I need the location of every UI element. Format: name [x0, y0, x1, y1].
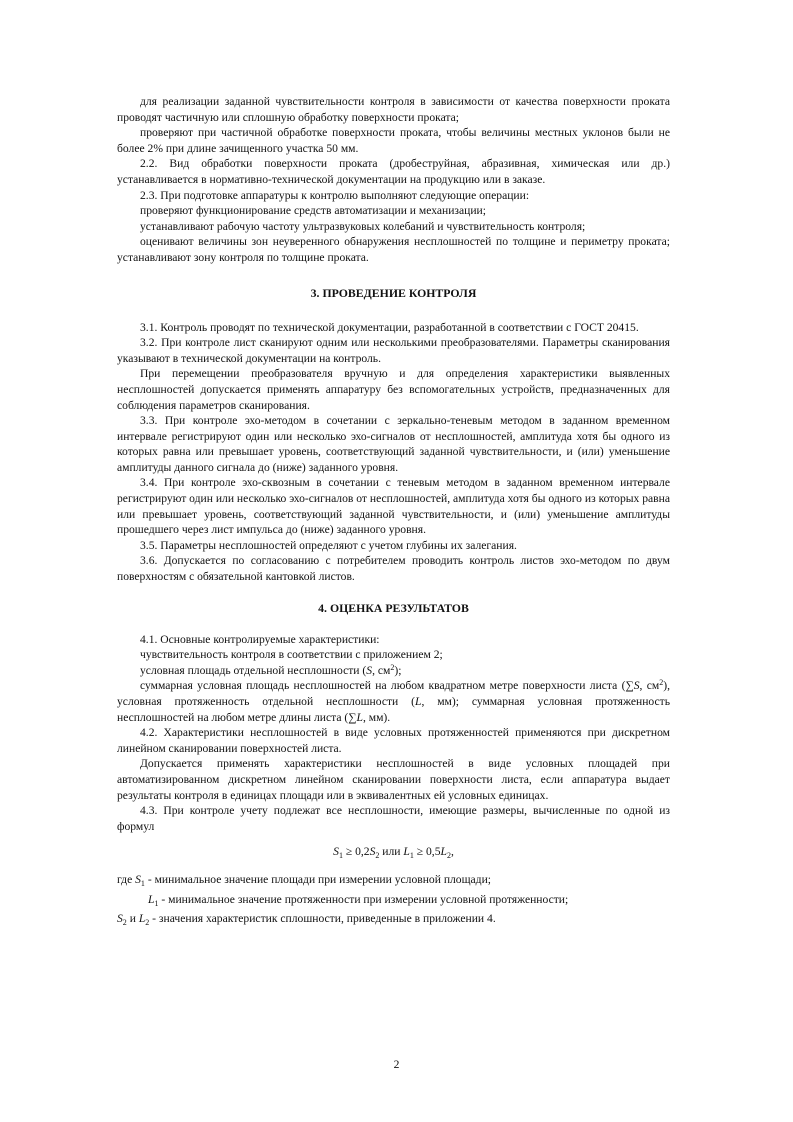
- section-4-paragraph-6: Допускается применять характеристики несплошностей в виде условных площадей при автоматизированном дискретном линейном сканировании поверхности листа, если аппаратура выдает результаты контроля в единицах площади или в эквивалентных ей условных единицах.: [117, 757, 670, 802]
- section-3-paragraph-1: 3.1. Контроль проводят по технической документации, разработанной в соответствии с ГОСТ 20415.: [140, 320, 639, 334]
- section-3-title: 3. ПРОВЕДЕНИЕ КОНТРОЛЯ: [310, 285, 477, 300]
- intro-paragraph-3: 2.2. Вид обработки поверхности проката (дробеструйная, абразивная, химическая или др.) устанавливается в нормативно-технической документации на продукцию или в заказе.: [117, 157, 670, 186]
- formula: $S_1 \ge 0,2S_2$ или $L_1 \ge 0,5L_2$,: [333, 845, 454, 861]
- section-3-paragraph-6: 3.5. Параметры несплошностей определяют с учетом глубины их залегания.: [140, 538, 517, 552]
- intro-paragraph-5: проверяют функционирование средств автоматизации и механизации;: [140, 204, 486, 218]
- document-page: [117, 94, 670, 927]
- intro-paragraph-7: оценивают величины зон неуверенного обнаружения несплошностей по толщине и периметру проката; устанавливают зону контроля по толщине проката.: [117, 235, 670, 264]
- section-3-paragraph-4: 3.3. При контроле эхо-методом в сочетании с зеркально-теневым методом в заданном временном интервале регистрируют один или несколько эхо-сигналов от несплошностей, амплитуда хотя бы одного из которых равна или превышает уровень, соответствующий заданной чувствительности, и (или) уменьшение амплитуды данного сигнала до (ниже) заданного уровня.: [117, 414, 670, 474]
- symbol-s: S: [366, 663, 373, 677]
- section-3-paragraph-2: 3.2. При контроле лист сканируют одним или несколькими преобразователями. Параметры сканирования указывают в технической документации на контроль.: [117, 336, 670, 365]
- section-3-paragraph-5: 3.4. При контроле эхо-сквозным в сочетании с теневым методом в заданном временном интервале регистрируют один или несколько эхо-сигналов от несплошностей, амплитуда хотя бы одного из которых равна или превышает уровень, соответствующий заданной чувствительности, и (или) уменьшение амплитуды прошедшего через лист импульса до (ниже) заданного уровня.: [117, 476, 671, 537]
- intro-paragraph-1: для реализации заданной чувствительности контроля в зависимости от качества поверхности проката проводят частичную или сплошную обработку поверхности проката;: [117, 95, 670, 124]
- section-4-paragraph-1: 4.1. Основные контролируемые характеристики:: [140, 632, 380, 646]
- page-number: 2: [393, 1058, 400, 1071]
- section-3-paragraph-7: 3.6. Допускается по согласованию с потребителем проводить контроль листов эхо-методом по двум поверхностям с обязательной кантовкой листов.: [117, 554, 670, 584]
- section-4-title: 4. ОЦЕНКА РЕЗУЛЬТАТОВ: [318, 600, 469, 615]
- definition-s2-l2: $S_2$ и $L_2$ - значения характеристик сплошности, приведенные в приложении 4.: [117, 912, 496, 928]
- section-3-paragraph-3: При перемещении преобразователя вручную и для определения характеристики выявленных несплошностей допускается применять аппаратуру без вспомогательных устройств, предназначенных для соблюдения параметров сканирования.: [117, 367, 670, 412]
- definition-l1: $L_1$ - минимальное значение протяженности при измерении условной протяженности;: [148, 892, 569, 908]
- section-4-paragraph-5: 4.2. Характеристики несплошностей в виде условных протяженностей применяются при дискретном линейном сканировании поверхностей листа.: [117, 726, 670, 755]
- section-4-paragraph-2: чувствительность контроля в соответствии с приложением 2;: [140, 648, 443, 662]
- intro-paragraph-4: 2.3. При подготовке аппаратуры к контролю выполняют следующие операции:: [140, 188, 530, 202]
- intro-paragraph-2: проверяют при частичной обработке поверхности проката, чтобы величины местных уклонов были не более 2% при длине зачищенного участка 50 мм.: [117, 126, 670, 155]
- sum-symbol: ∑: [348, 710, 357, 724]
- sum-symbol: ∑: [625, 679, 634, 693]
- definition-s1: где $S_1$ - минимальное значение площади при измерении условной площади;: [117, 872, 492, 888]
- intro-paragraph-6: устанавливают рабочую частоту ультразвуковых колебаний и чувствительность контроля;: [140, 219, 586, 233]
- section-4-paragraph-3: условная площадь отдельной несплошности (S, $см^2$);: [140, 662, 402, 677]
- section-4-paragraph-4: суммарная условная площадь несплошностей на любом квадратном метре поверхности листа (∑S, $см^2$), условная протяженность отдельной несплошности (L, мм); суммарная условная протяженность несплошностей на любом метре длины листа (∑L, мм).: [117, 678, 671, 724]
- section-4-paragraph-7: 4.3. При контроле учету подлежат все несплошности, имеющие размеры, вычисленные по одной из формул: [117, 804, 670, 833]
